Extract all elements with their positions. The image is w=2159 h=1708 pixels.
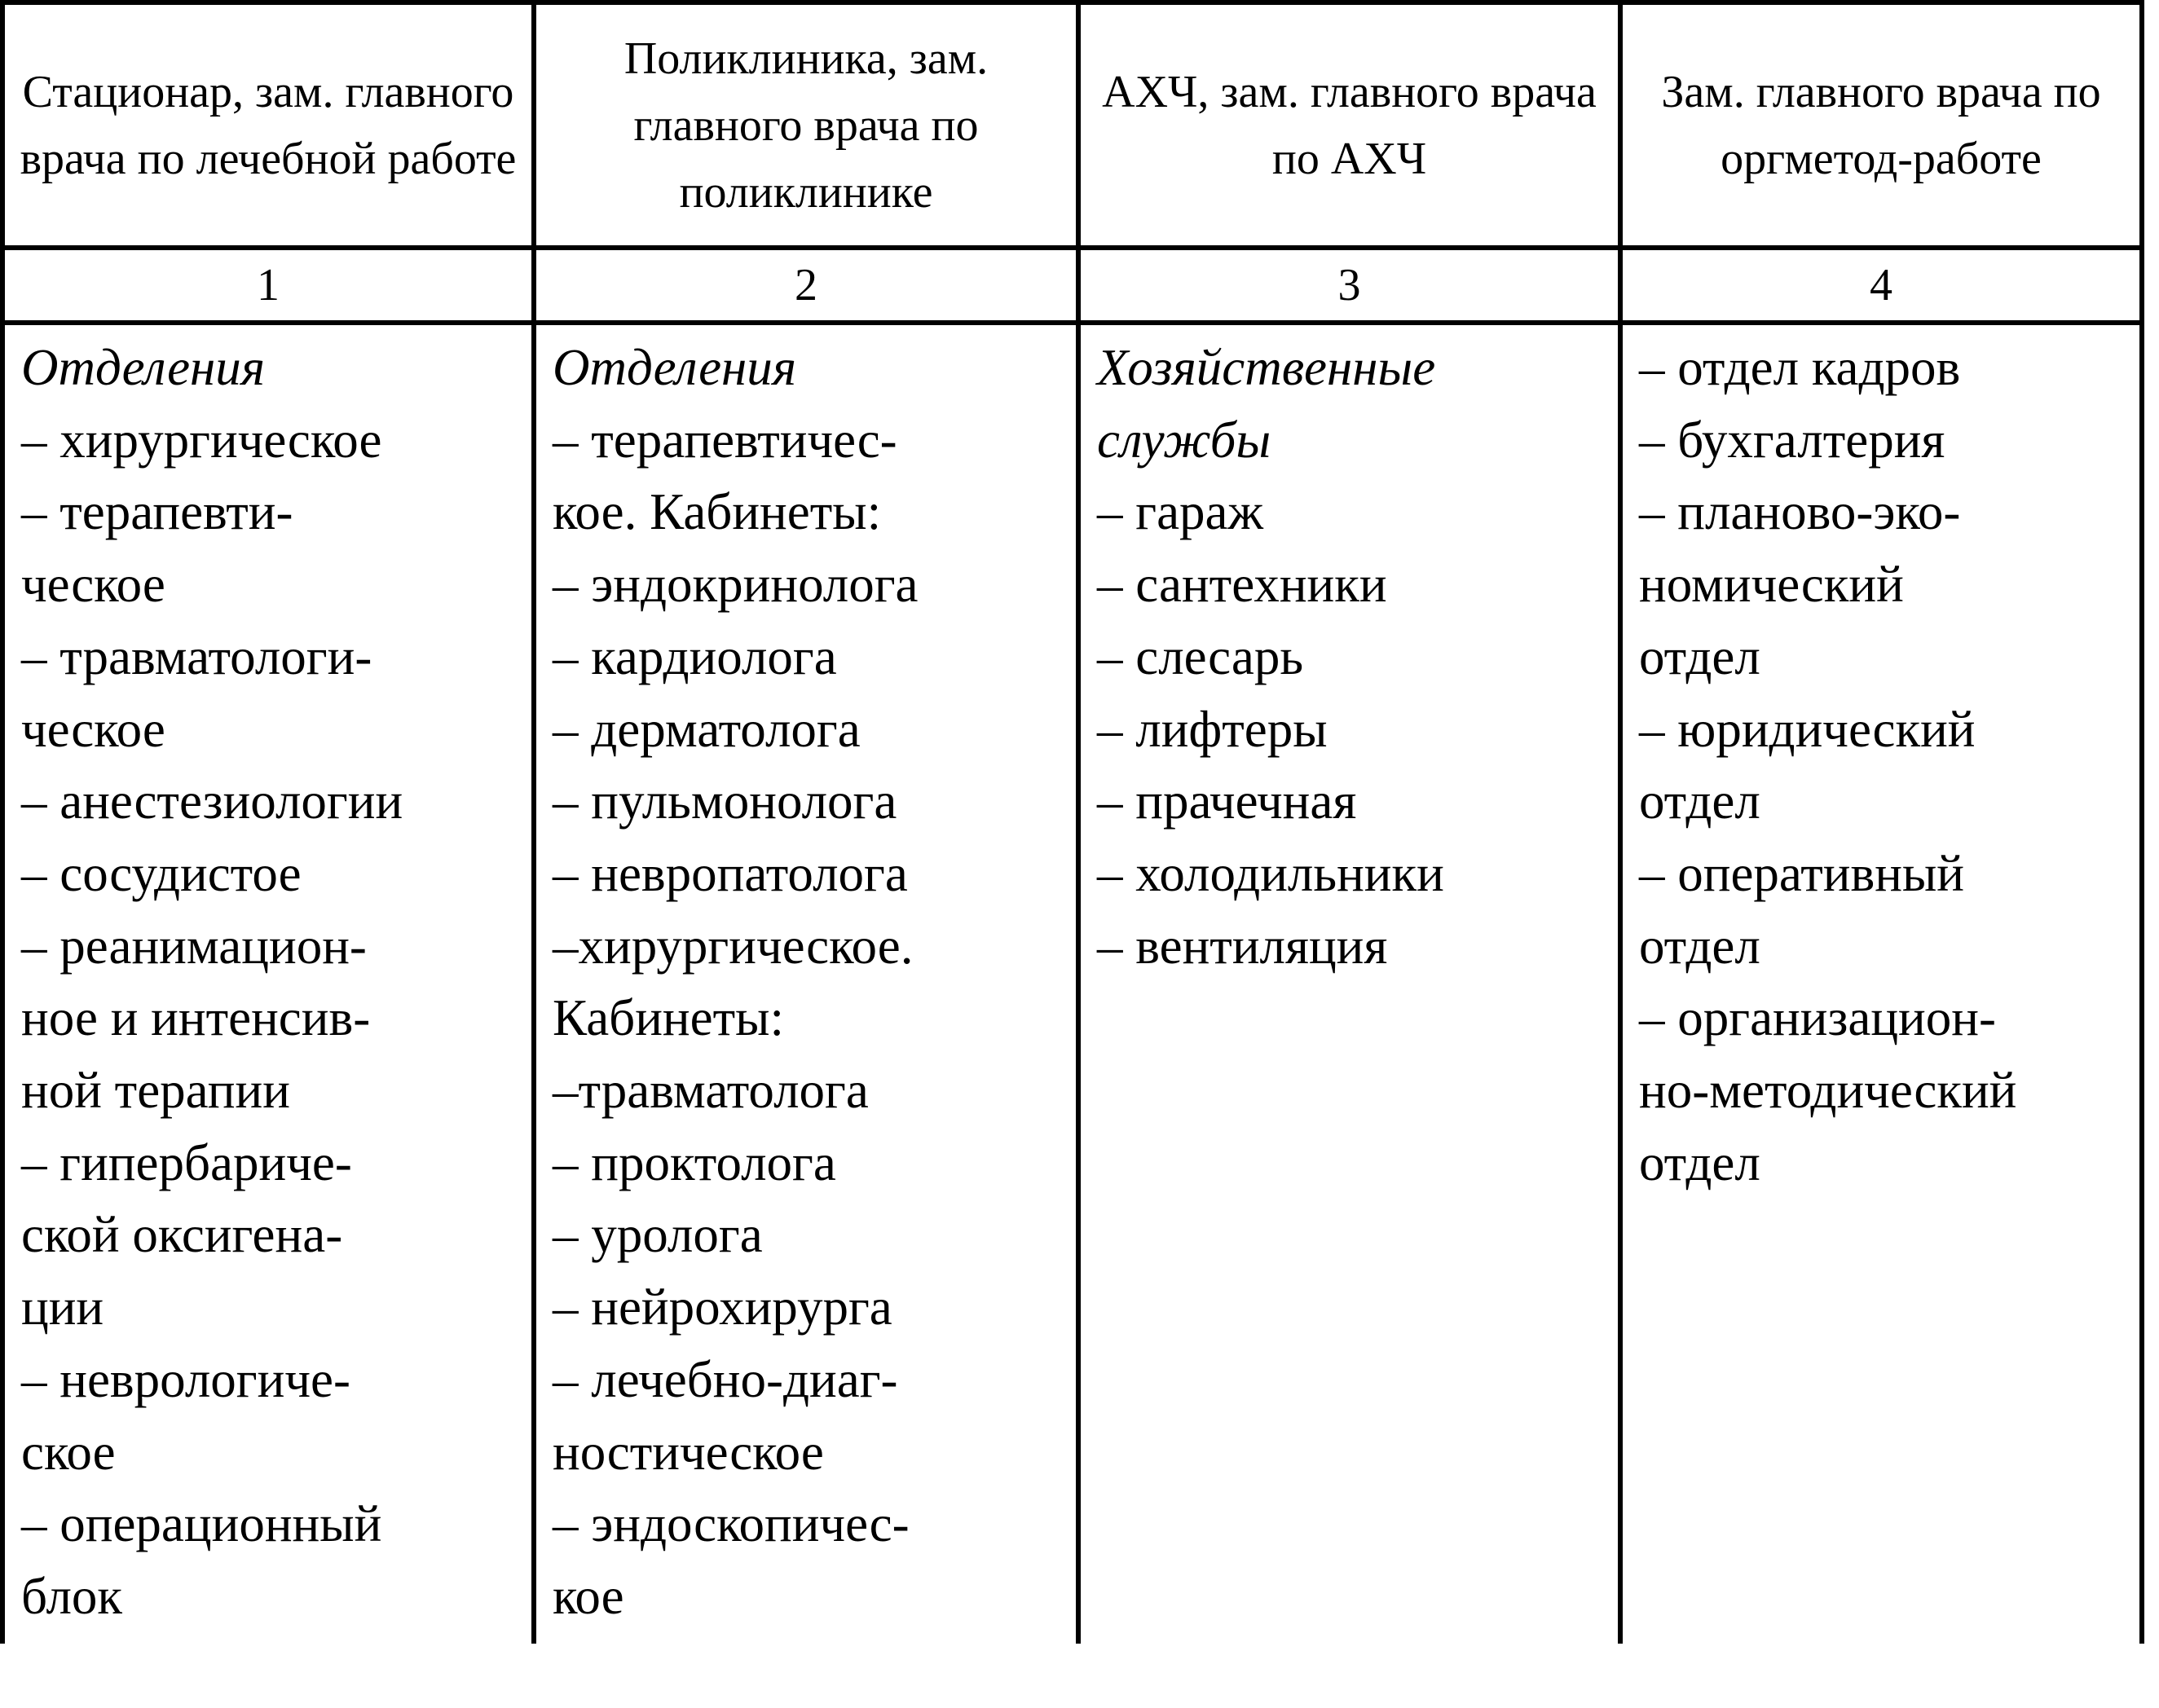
header-cell-3: АХЧ, зам. главного врача по АХЧ (1078, 2, 1620, 248)
list-item: – оперативный (1639, 844, 1965, 902)
list-item: – дерматолога (553, 700, 861, 758)
column-4-cell (1620, 323, 2142, 1644)
list-item: отдел (1639, 1134, 1760, 1191)
column-3-list (1097, 476, 1605, 982)
list-item: ное и интенсив- (21, 989, 371, 1047)
list-item: ностическое (553, 1423, 824, 1481)
list-item: ной терапии (21, 1062, 290, 1120)
list-item: – прачечная (1097, 773, 1357, 830)
list-item: кое. Кабинеты: (553, 483, 882, 541)
column-1-title: Отделения (21, 339, 266, 396)
list-item: Кабинеты: (553, 989, 784, 1047)
list-item: ской оксигена- (21, 1206, 343, 1264)
header-cell-1: Стационар, зам. главного врача по лечебной работе (2, 2, 534, 248)
list-item: – холодильники (1097, 844, 1444, 902)
list-item: – пульмонолога (553, 773, 897, 830)
column-2-title: Отделения (553, 339, 797, 396)
body-row (2, 323, 2142, 1644)
list-item: – хирургическое (21, 411, 382, 469)
header-row (2, 2, 2142, 248)
list-item: – лечебно-диаг- (553, 1350, 898, 1408)
column-3-cell (1078, 323, 1620, 1644)
list-item: ское (21, 1423, 116, 1481)
list-item: но-методический (1639, 1062, 2017, 1120)
list-item: – анестезиологии (21, 773, 403, 830)
column-number-4: 4 (1620, 248, 2142, 323)
list-item: – уролога (553, 1206, 763, 1264)
list-item: – юридический (1639, 700, 1976, 758)
column-2-cell (534, 323, 1078, 1644)
column-1-cell (2, 323, 534, 1644)
list-item: – слесарь (1097, 627, 1304, 685)
list-item: – лифтеры (1097, 700, 1328, 758)
column-1-list (21, 404, 518, 1633)
list-item: – неврологиче- (21, 1350, 350, 1408)
list-item: – кардиолога (553, 627, 837, 685)
list-item: отдел (1639, 917, 1760, 975)
list-item: – организацион- (1639, 989, 1996, 1047)
list-item: – эндокринолога (553, 556, 919, 614)
column-number-3: 3 (1078, 248, 1620, 323)
list-item: –хирургическое. (553, 917, 914, 975)
column-4-list (1639, 332, 2126, 1199)
list-item: – отдел кадров (1639, 339, 1961, 396)
list-item: – гипербариче- (21, 1134, 352, 1191)
list-item: – невропатолога (553, 844, 908, 902)
column-3-title: Хозяйственные службы (1097, 339, 1436, 469)
list-item: – проктолога (553, 1134, 836, 1191)
list-item: кое (553, 1567, 624, 1625)
list-item: ческое (21, 556, 165, 614)
list-item: – бухгалтерия (1639, 411, 1945, 469)
list-item: ции (21, 1279, 104, 1336)
list-item: – операционный (21, 1495, 382, 1553)
column-number-1: 1 (2, 248, 534, 323)
list-item: ческое (21, 700, 165, 758)
header-cell-4: Зам. главного врача по оргметод-работе (1620, 2, 2142, 248)
list-item: – травматологи- (21, 627, 372, 685)
list-item: – вентиляция (1097, 917, 1388, 975)
list-item: – нейрохирурга (553, 1279, 892, 1336)
header-cell-2: Поликлиника, зам. главного врача по поликлинике (534, 2, 1078, 248)
list-item: – гараж (1097, 483, 1264, 541)
list-item: – терапевти- (21, 483, 293, 541)
list-item: номический (1639, 556, 1904, 614)
column-number-2: 2 (534, 248, 1078, 323)
column-2-list (553, 404, 1063, 1633)
list-item: – планово-эко- (1639, 483, 1961, 541)
column-number-row (2, 248, 2142, 323)
list-item: отдел (1639, 773, 1760, 830)
list-item: –травматолога (553, 1062, 869, 1120)
list-item: – терапевтичес- (553, 411, 897, 469)
list-item: – эндоскопичес- (553, 1495, 910, 1553)
list-item: блок (21, 1567, 123, 1625)
list-item: – сосудистое (21, 844, 302, 902)
list-item: – реанимацион- (21, 917, 367, 975)
list-item: – сантехники (1097, 556, 1387, 614)
list-item: отдел (1639, 627, 1760, 685)
